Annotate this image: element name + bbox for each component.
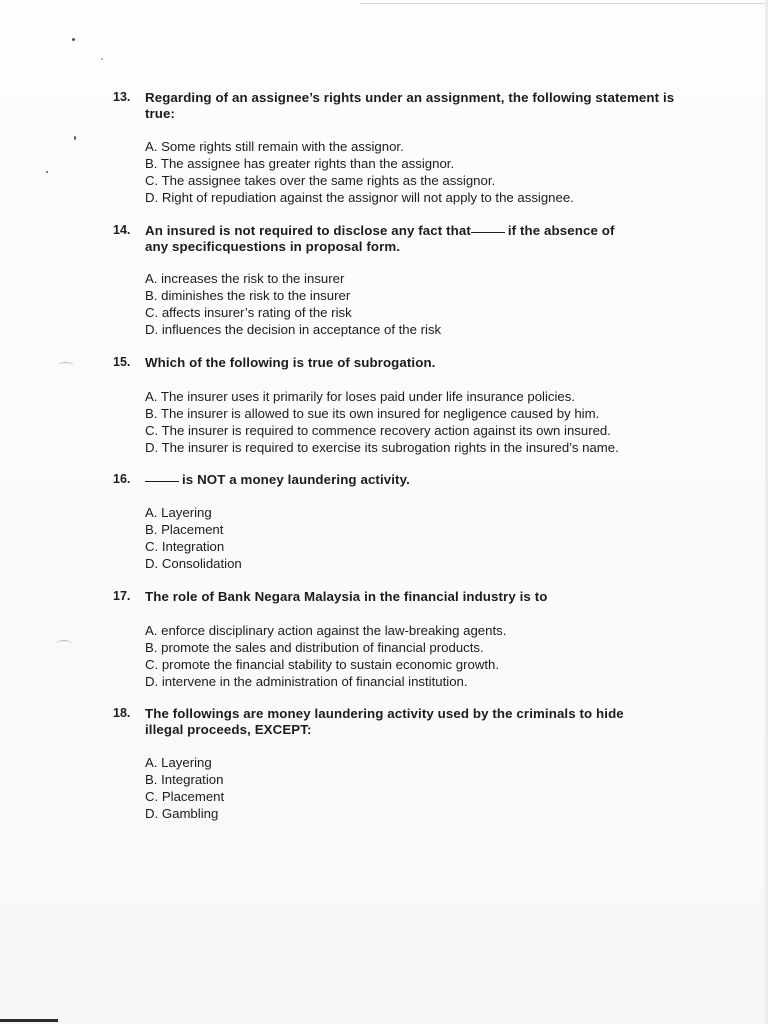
question-text — [145, 223, 640, 255]
option-c: C. Integration — [145, 539, 225, 554]
option-c: C. promote the financial stability to sustain economic growth. — [145, 657, 500, 672]
option-a: A. Layering — [145, 755, 212, 770]
option-d: D. The insurer is required to exercise its subrogation rights in the insured’s name. — [145, 440, 619, 455]
question-text — [145, 472, 705, 488]
option-a: A. enforce disciplinary action against the law-breaking agents. — [145, 623, 507, 638]
answer-options — [145, 270, 441, 338]
scan-speck — [72, 38, 75, 41]
option-d: D. Right of repudiation against the assignor will not apply to the assignee. — [145, 190, 574, 205]
question-number: 14. — [113, 223, 131, 237]
question-text: Which of the following is true of subrogation. — [145, 355, 436, 370]
punch-hole-mark — [56, 640, 72, 649]
option-b: B. The assignee has greater rights than the assignor. — [145, 156, 455, 171]
question-number: 13. — [113, 90, 131, 104]
scan-edge-line — [0, 1019, 58, 1022]
answer-options — [145, 754, 224, 822]
question-number: 18. — [113, 706, 131, 720]
answer-blank — [471, 232, 505, 233]
option-a: A. Some rights still remain with the assignor. — [145, 139, 404, 154]
scan-speck — [101, 58, 103, 60]
scan-streak — [360, 3, 768, 4]
answer-options — [145, 622, 506, 690]
option-b: B. Integration — [145, 772, 224, 787]
answer-options — [145, 138, 574, 206]
option-d: D. Gambling — [145, 806, 219, 821]
question-text-part: An insured is not required to disclose any fact that — [145, 223, 471, 238]
question-text-part: if the absence of any specificquestions in proposal form. — [145, 223, 615, 254]
option-b: B. Placement — [145, 522, 224, 537]
scan-speck — [46, 171, 48, 173]
option-d: D. intervene in the administration of financial institution. — [145, 674, 468, 689]
option-c: C. The insurer is required to commence recovery action against its own insured. — [145, 423, 611, 438]
option-d: D. Consolidation — [145, 556, 242, 571]
scan-speck — [74, 136, 76, 140]
answer-options — [145, 504, 242, 572]
question-text-part: is NOT a money laundering activity. — [182, 472, 410, 487]
question-number: 17. — [113, 589, 131, 603]
option-c: C. affects insurer’s rating of the risk — [145, 305, 352, 320]
option-c: C. The assignee takes over the same rights as the assignor. — [145, 173, 496, 188]
option-b: B. The insurer is allowed to sue its own insured for negligence caused by him. — [145, 406, 600, 421]
option-b: B. promote the sales and distribution of financial products. — [145, 640, 484, 655]
answer-options — [145, 388, 619, 456]
option-a: A. Layering — [145, 505, 212, 520]
option-a: A. increases the risk to the insurer — [145, 271, 345, 286]
option-d: D. influences the decision in acceptance of the risk — [145, 322, 442, 337]
question-text: The followings are money laundering activity used by the criminals to hide illegal proceeds, EXCEPT: — [145, 706, 624, 737]
option-a: A. The insurer uses it primarily for loses paid under life insurance policies. — [145, 389, 576, 404]
question-text: The role of Bank Negara Malaysia in the financial industry is to — [145, 589, 548, 604]
punch-hole-mark — [58, 362, 74, 371]
question-number: 16. — [113, 472, 131, 486]
option-c: C. Placement — [145, 789, 225, 804]
option-b: B. diminishes the risk to the insurer — [145, 288, 351, 303]
question-number: 15. — [113, 355, 131, 369]
question-text: Regarding of an assignee’s rights under an assignment, the following statement is true: — [145, 90, 675, 121]
answer-blank — [145, 481, 179, 482]
